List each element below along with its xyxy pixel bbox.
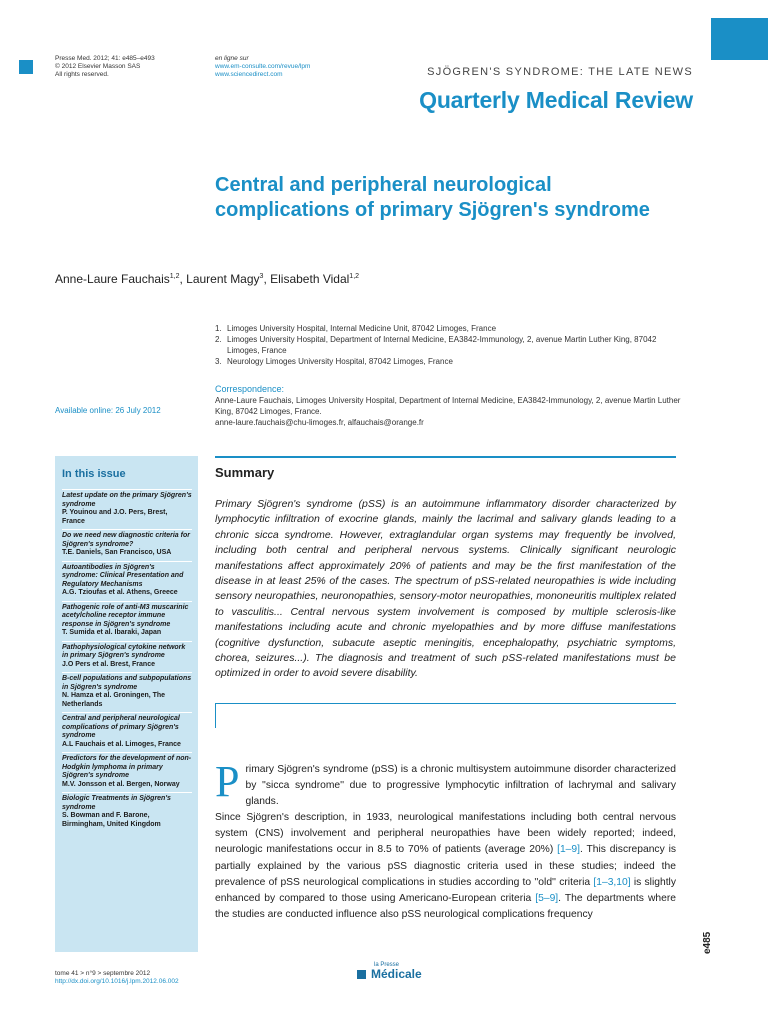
issue-item[interactable]	[62, 712, 192, 752]
reference-link[interactable]: [5–9]	[535, 892, 559, 904]
author-list	[55, 272, 359, 286]
author-name: Laurent Magy	[186, 272, 260, 286]
online-link-sciencedirect[interactable]: www.sciencedirect.com	[215, 71, 283, 78]
issue-item[interactable]	[62, 752, 192, 792]
section-label: SJÖGREN'S SYNDROME: THE LATE NEWS	[427, 66, 693, 78]
affiliation-text: Neurology Limoges University Hospital, 87042 Limoges, France	[227, 357, 453, 366]
affiliation-text: Limoges University Hospital, Department of Internal Medicine, EA3842-Immunology, 2, avenue Martin Luther King, 87042 Limoges, France	[227, 335, 657, 355]
available-online: Available online: 26 July 2012	[55, 406, 161, 415]
citation-line: Presse Med. 2012; 41: e485–e493	[55, 55, 155, 62]
logo-square-icon	[357, 970, 366, 979]
author-affil-sup: 1,2	[169, 273, 180, 280]
author-sep: ,	[179, 272, 187, 286]
title-line-2: complications of primary Sjögren's syndrome	[215, 199, 650, 221]
issue-item-authors: A.L Fauchais et al. Limoges, France	[62, 740, 181, 748]
issue-item-title: Pathophysiological cytokine network in primary Sjögren's syndrome	[62, 643, 186, 659]
corner-square-left	[19, 60, 33, 74]
issue-item[interactable]	[62, 601, 192, 641]
online-label: en ligne sur	[215, 55, 249, 62]
affiliation-item	[215, 334, 685, 356]
dropcap: P	[215, 757, 240, 806]
issue-item-title: Pathogenic role of anti-M3 muscarinic acetylcholine receptor immune response in Sjögren's syndrome	[62, 603, 189, 628]
correspondence	[215, 395, 685, 428]
correspondence-heading: Correspondence:	[215, 384, 285, 394]
issue-item-authors: J.O Pers et al. Brest, France	[62, 660, 155, 668]
reference-link[interactable]: [1–3,10]	[593, 876, 631, 888]
article-body	[215, 757, 677, 923]
rights-line: All rights reserved.	[55, 71, 109, 78]
online-link-emconsulte[interactable]: www.em-consulte.com/revue/lpm	[215, 63, 311, 70]
author-sep: ,	[263, 272, 271, 286]
body-paragraph-2	[215, 810, 676, 923]
body-text-run: rimary Sjögren's syndrome (pSS) is a chronic multisystem autoimmune disorder characterized by ''sicca syndrome'' due to progressive lymphocytic infiltration of lachrymal and salivary glands.	[245, 764, 676, 808]
author-name: Elisabeth Vidal	[270, 272, 350, 286]
summary-corner-rule	[215, 703, 216, 728]
affiliations	[215, 323, 685, 367]
issue-item-authors: P. Youinou and J.O. Pers, Brest, France	[62, 509, 168, 525]
body-text-run: . The departments where the studies are conducted influence also pSS neurological complications frequency	[215, 892, 676, 920]
issue-item-title: B-cell populations and subpopulations in Sjögren's syndrome	[62, 675, 192, 691]
author-affil-sup: 1,2	[349, 273, 360, 280]
reference-link[interactable]: [1–9]	[557, 844, 580, 856]
journal-logo	[357, 962, 447, 984]
affiliation-num: 3.	[215, 357, 222, 366]
journal-meta	[55, 55, 155, 79]
issue-item-title: Biologic Treatments in Sjögren's syndrome	[62, 795, 171, 811]
body-text-run: is slightly enhanced by compared to those using Americano-European criteria	[215, 876, 676, 904]
issue-item-title: Latest update on the primary Sjögren's syndrome	[62, 492, 192, 508]
issue-item-authors: T. Sumida et al. Ibaraki, Japan	[62, 629, 162, 636]
issue-item-authors: S. Bowman and F. Barone, Birmingham, United Kingdom	[62, 812, 161, 828]
issue-item[interactable]	[62, 489, 192, 529]
sidebar-heading: In this issue	[62, 468, 126, 480]
title-line-1: Central and peripheral neurological	[215, 174, 552, 196]
summary-heading: Summary	[215, 465, 275, 480]
body-paragraph-1	[215, 757, 676, 810]
in-this-issue-sidebar	[55, 456, 198, 952]
body-text-run: Since Sjögren's description, in 1933, neurological manifestations including both central nervous system (CNS) involvement and peripheral neuropathies have been widely reported; indeed, neurologic manifestations occur in 8.5 to 70% of patients (average 20%)	[215, 812, 676, 856]
corner-square-right	[711, 18, 768, 60]
affiliation-text: Limoges University Hospital, Internal Medicine Unit, 87042 Limoges, France	[227, 324, 497, 333]
issue-item[interactable]	[62, 529, 192, 561]
affiliation-item	[215, 356, 685, 367]
affiliation-item	[215, 323, 685, 334]
issue-item-title: Predictors for the development of non-Hodgkin lymphoma in primary Sjögren's syndrome	[62, 755, 192, 779]
summary-text: Primary Sjögren's syndrome (pSS) is an autoimmune inflammatory disorder characterized by lymphocytic infiltration of exocrine glands, mainly the lacrimal and salivary glands leading to a chronic sicca syndrome. However, extraglandular organ systems may frequently be involved, including both central and peripheral nervous systems. Clinically significant neurologic manifestations affect approximately 20% of patients and may be the first manifestation of the disease in at least 25% of the cases. The spectrum of pSS-related neuropathies is wide including sensory neuropathies, neuronopathies, sensory-motor neuropathies, mononeuritis multiplex related to vasculitis... Central nervous system involvement is composed by multiple sclerosis-like manifestations including acute and chronic myelopathies and by more diffuse manifestations (cognitive dysfunction, subacute aseptic meningitis, encephalopathy, psychiatric symptoms, chorea, seizures...). The diagnosis and treatment of such pSS-related manifestations must be optimized in order to avoid severe disability.	[215, 498, 676, 680]
affiliation-num: 1.	[215, 324, 222, 333]
footer-info	[55, 970, 179, 986]
issue-line: tome 41 > n°9 > septembre 2012	[55, 970, 151, 977]
review-title: Quarterly Medical Review	[419, 87, 693, 113]
article-title	[215, 173, 715, 223]
author-name: Anne-Laure Fauchais	[55, 272, 170, 286]
correspondence-email[interactable]: anne-laure.fauchais@chu-limoges.fr, alfauchais@orange.fr	[215, 418, 424, 427]
issue-item-authors: T.E. Daniels, San Francisco, USA	[62, 549, 172, 556]
issue-item-title: Autoantibodies in Sjögren's syndrome: Clinical Presentation and Regulatory Mechanisms	[62, 563, 184, 588]
issue-item[interactable]	[62, 672, 192, 712]
issue-item[interactable]	[62, 641, 192, 673]
summary-bottom-rule	[215, 703, 676, 704]
author-affil-sup: 3	[259, 273, 264, 280]
correspondence-address: , Limoges University Hospital, Department of Internal Medicine, EA3842-Immunology, 2, avenue Martin Luther King, 87042 Limoges, France.	[215, 396, 681, 416]
issue-item-authors: A.G. Tzioufas et al. Athens, Greece	[62, 589, 178, 596]
correspondence-name: Anne-Laure Fauchais	[215, 396, 292, 405]
affiliation-num: 2.	[215, 335, 222, 344]
body-text-run: . This discrepancy is partially explained by the various pSS diagnostic criteria used in these studies; indeed the prevalence of pSS neurological complications in studies according to ''old'' criteria	[215, 844, 677, 888]
issue-item[interactable]	[62, 792, 192, 832]
issue-item-title: Central and peripheral neurological complications of primary Sjögren's syndrome	[62, 715, 180, 739]
doi-link[interactable]: http://dx.doi.org/10.1016/j.lpm.2012.06.002	[55, 978, 179, 985]
summary-top-rule	[215, 456, 676, 458]
issue-item-title: Do we need new diagnostic criteria for Sjögren's syndrome?	[62, 532, 190, 548]
logo-small-text: la Presse	[374, 962, 400, 968]
page-number: e485	[702, 931, 713, 954]
logo-big-text: Médicale	[371, 967, 422, 981]
issue-item[interactable]	[62, 561, 192, 601]
online-links	[215, 55, 310, 79]
issue-item-authors: M.V. Jonsson et al. Bergen, Norway	[62, 780, 180, 788]
sidebar-items	[62, 489, 192, 832]
copyright-line: © 2012 Elsevier Masson SAS	[55, 63, 141, 70]
issue-item-authors: N. Hamza et al. Groningen, The Netherlands	[62, 692, 166, 708]
